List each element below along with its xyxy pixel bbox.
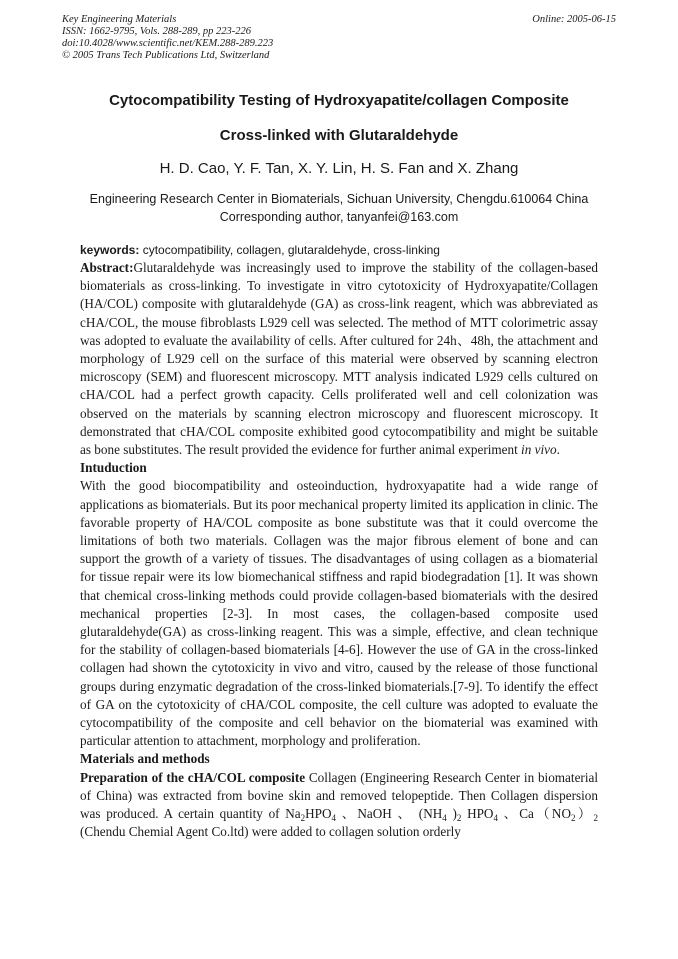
prep-t7: ）: [575, 806, 594, 822]
journal-name: Key Engineering Materials: [62, 14, 177, 25]
intro-paragraph: With the good biocompatibility and osteoinduction, hydroxyapatite had a wide range of applications as biomaterials. But its poor mechanical property limited its application in clinic. The favorable property of HA/COL composite as bone substitute was that it could overcome the limitations of both two materials. Collagen was the major fibrous element of bone and can support the growth of a variety of tissues. The disadvantages of using collagen as a biomaterial for tissue repair were its low biomechanical stiffness and rapid biodegradation [1]. It was shown that chemical cross-linking methods could provide collagen-based biomaterials with the desired mechanical properties [2-3]. In most cases, the collagen-based composite used glutaraldehyde(GA) as cross-linking reagent. This was a simple, effective, and clean technique for the stability of collagen-based biomaterials [4-6]. However the use of GA in the cross-linked collagen had shown the cytotoxicity in vivo and vitro, caused by the release of those functional groups during enzymatic degradation of the cross-linked biomaterials.[7-9]. To identify the effect of GA on the cytotoxicity of cHA/COL composite, the cell culture was adopted to evaluate the cytocompatibility of the composite and cell behavior on the biomaterial was examined with particular attention to attachment, morphology and proliferation.: [80, 478, 598, 749]
prep-sub7: 2: [593, 813, 598, 824]
paper-body: [80, 241, 598, 842]
paper-title-line1: Cytocompatibility Testing of Hydroxyapatite/collagen Composite: [109, 92, 569, 109]
author-list: H. D. Cao, Y. F. Tan, X. Y. Lin, H. S. Fan and X. Zhang: [159, 160, 519, 177]
abstract: [80, 259, 598, 459]
prep-t5: HPO: [461, 806, 494, 822]
prep-sub4: 2: [456, 813, 462, 824]
prep-t4: ): [446, 806, 457, 822]
intro-heading: Intuduction: [80, 460, 147, 476]
prep-label: Preparation of the cHA/COL composite: [80, 769, 306, 785]
prep-paragraph: [80, 769, 598, 842]
doi-line: doi:10.4028/www.scientific.net/KEM.288-289.223: [62, 38, 274, 49]
issn-line: ISSN: 1662-9795, Vols. 288-289, pp 223-226: [62, 26, 251, 37]
prep-sub1: 2: [300, 813, 306, 824]
affiliation-block: [40, 190, 638, 226]
keywords-text: cytocompatibility, collagen, glutaraldehyde, cross-linking: [139, 243, 440, 257]
prep-text: Collagen (Engineering Research Center in biomaterial of China) was extracted from bovine skin and removed telopeptide. Then Collagen dispersion was produced. A certain quantity of Na: [80, 769, 599, 822]
prep-t3: 、NaOH 、 (NH: [336, 806, 443, 822]
prep-t8: (Chendu Chemial Agent Co.ltd) were added to collagen solution orderly: [80, 824, 461, 840]
abstract-label: Abstract:: [80, 260, 134, 275]
copyright-line: © 2005 Trans Tech Publications Ltd, Switzerland: [62, 50, 270, 61]
abstract-italic: in vivo: [521, 442, 557, 458]
methods-heading: Materials and methods: [80, 751, 210, 767]
prep-sub5: 4: [493, 813, 498, 824]
prep-t2: HPO: [305, 806, 332, 822]
prep-sub2: 4: [331, 813, 337, 824]
prep-sub3: 4: [442, 813, 447, 824]
online-date: Online: 2005-06-15: [532, 14, 616, 25]
keywords: [80, 241, 598, 259]
prep-sub6: 2: [570, 813, 576, 824]
abstract-end: .: [556, 442, 560, 458]
prep-t6: 、Ca（NO: [497, 806, 571, 822]
journal-header: [62, 14, 616, 62]
corresponding-author: Corresponding author, tanyanfei@163.com: [219, 210, 459, 224]
affiliation: Engineering Research Center in Biomaterials, Sichuan University, Chengdu.610064 China: [89, 192, 589, 206]
abstract-text: Glutaraldehyde was increasingly used to improve the stability of the collagen-based biomaterials as cross-linking. To investigate in vitro cytotoxicity of Hydroxyapatite/Collagen (HA/COL) composite with glutaraldehyde (GA) as cross-link reagent, which was abbreviated as cHA/COL, the mouse fibroblasts L929 cell was selected. The method of MTT colorimetric assay was adopted to evaluate the availability of cells. After cultured for 24h、48h, the attachment and morphology of L929 cell on the surface of this material were observed by scanning electron microscopy (SEM) and fluorescent microscopy. MTT analysis indicated L929 cells cultured on cHA/COL had a perfect growth capacity. Cells proliferated well and cell colonization was observed on the materials by scanning electron microscopy and fluorescent microscopy. It demonstrated that cHA/COL composite exhibited good cytocompatibility and might be suitable as bone substitutes. The result provided the evidence for further animal experiment: [80, 260, 598, 458]
keywords-label: keywords:: [80, 243, 140, 257]
paper-title-line2: Cross-linked with Glutaraldehyde: [219, 127, 459, 144]
